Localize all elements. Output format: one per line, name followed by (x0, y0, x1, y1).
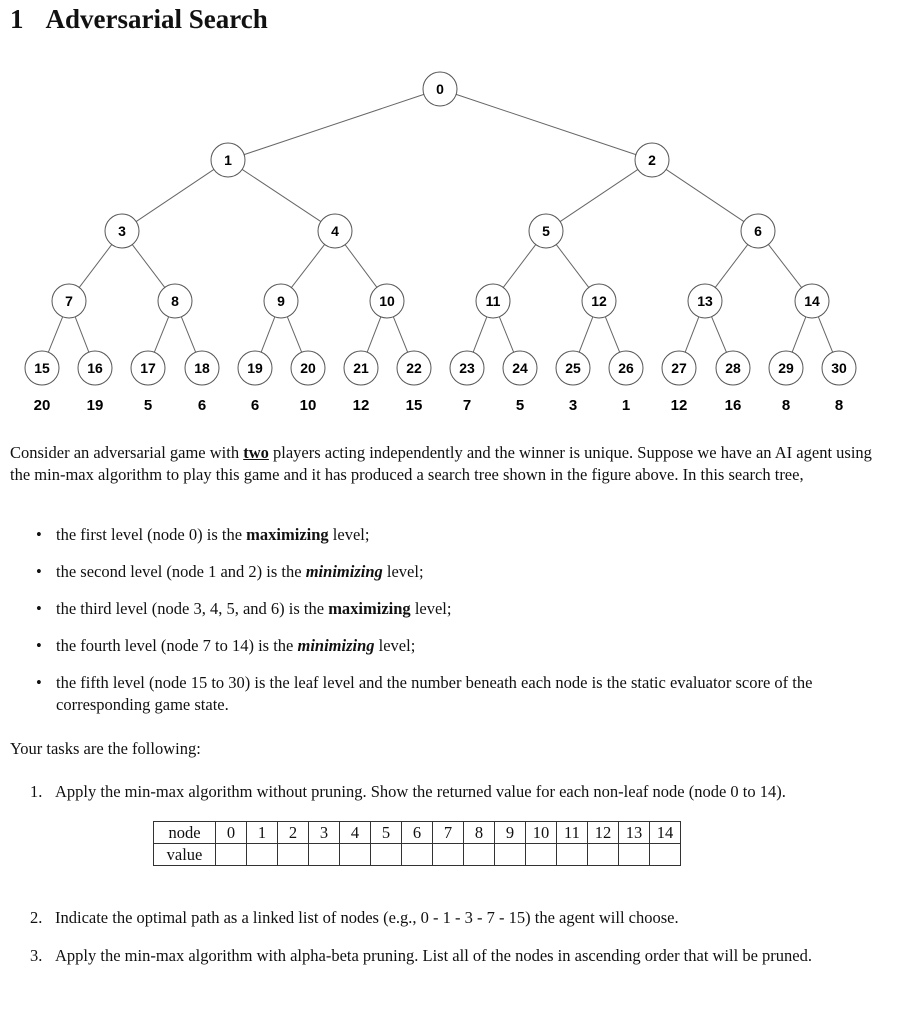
table-row (154, 822, 681, 844)
node-label: 7 (65, 293, 73, 309)
leaf-score: 8 (781, 397, 791, 414)
level-item (32, 524, 892, 546)
table-cell-node: 4 (340, 822, 371, 844)
table-header-value: value (154, 844, 216, 866)
leaf-score: 3 (568, 397, 578, 414)
leaf-score: 1 (621, 397, 631, 414)
leaf-score: 5 (515, 397, 525, 414)
tree-edge (154, 317, 168, 352)
table-cell-node: 11 (557, 822, 588, 844)
node-label: 24 (512, 360, 528, 376)
task-text: Apply the min-max algorithm without pruning. Show the returned value for each non-leaf node (node 0 to 14). (55, 782, 786, 801)
tree-edge (579, 317, 593, 352)
node-label: 12 (591, 293, 607, 309)
level-emphasis: minimizing (305, 562, 383, 581)
tree-edge (712, 317, 727, 353)
tree-edge (768, 244, 801, 287)
table-cell-value[interactable] (588, 844, 619, 866)
leaf-score: 15 (405, 397, 423, 414)
tree-node (688, 284, 722, 318)
leaf-node (662, 351, 696, 385)
table-cell-node: 9 (495, 822, 526, 844)
node-label: 30 (831, 360, 847, 376)
table-cell-value[interactable] (278, 844, 309, 866)
node-label: 15 (34, 360, 50, 376)
tree-edge (367, 317, 381, 352)
level-text: the first level (node 0) is the (56, 525, 247, 544)
table-header-node: node (154, 822, 216, 844)
node-label: 25 (565, 360, 581, 376)
leaf-score: 20 (33, 397, 51, 414)
node-label: 26 (618, 360, 634, 376)
level-emphasis: maximizing (246, 525, 329, 544)
leaf-score: 10 (299, 397, 317, 414)
node-label: 2 (648, 152, 656, 168)
tree-node (370, 284, 404, 318)
node-label: 28 (725, 360, 741, 376)
leaf-node (716, 351, 750, 385)
tree-node (635, 143, 669, 177)
table-cell-value[interactable] (650, 844, 681, 866)
node-label: 4 (331, 223, 339, 239)
table-cell-value[interactable] (340, 844, 371, 866)
tree-edge (792, 317, 806, 352)
intro-text-1: Consider an adversarial game with (10, 443, 244, 462)
level-text: level; (328, 525, 370, 544)
level-text: the fifth level (node 15 to 30) is the leaf level and the number beneath each node is the static evaluator score of the corresponding game state. (56, 673, 813, 714)
tree-edge (75, 317, 89, 352)
node-label: 6 (754, 223, 762, 239)
search-tree-diagram (0, 60, 908, 430)
tree-edge (503, 245, 535, 288)
level-item (32, 635, 892, 657)
table-cell-value[interactable] (619, 844, 650, 866)
table-row (154, 844, 681, 866)
table-cell-value[interactable] (557, 844, 588, 866)
tree-edge (48, 317, 62, 352)
task-block-1 (10, 781, 890, 803)
leaf-node (185, 351, 219, 385)
table-cell-value[interactable] (526, 844, 557, 866)
node-label: 23 (459, 360, 475, 376)
leaf-node (291, 351, 325, 385)
node-label: 22 (406, 360, 422, 376)
tree-node (423, 72, 457, 106)
tree-node (264, 284, 298, 318)
leaf-node (503, 351, 537, 385)
leaf-score: 5 (143, 397, 153, 414)
tree-edge (287, 317, 301, 352)
node-label: 16 (87, 360, 103, 376)
section-number: 1 (10, 4, 24, 34)
node-label: 14 (804, 293, 820, 309)
tree-node (741, 214, 775, 248)
tree-edge (136, 169, 214, 221)
node-label: 21 (353, 360, 369, 376)
tree-edge (556, 245, 588, 288)
tree-edge (79, 245, 111, 288)
leaf-score: 6 (250, 397, 260, 414)
tree-edge (715, 245, 747, 288)
tree-node (52, 284, 86, 318)
tree-edge (261, 317, 275, 352)
intro-paragraph (10, 442, 890, 486)
tree-edge (291, 244, 324, 287)
node-label: 5 (542, 223, 550, 239)
table-cell-node: 7 (433, 822, 464, 844)
leaf-node (238, 351, 272, 385)
tree-edge (560, 169, 638, 221)
level-list (32, 524, 892, 731)
table-cell-node: 0 (216, 822, 247, 844)
node-label: 20 (300, 360, 316, 376)
tree-node (795, 284, 829, 318)
table-cell-node: 2 (278, 822, 309, 844)
leaf-score: 7 (462, 397, 472, 414)
task-number: 3. (30, 946, 43, 965)
intro-text-2: players acting independently and the winner is unique. Suppose we have an AI agent using the min-max algorithm to play this game and it has produced a search tree shown in the figure above. In this search tree, (10, 443, 872, 484)
level-text: level; (382, 562, 424, 581)
table-cell-node: 1 (247, 822, 278, 844)
table-cell-value[interactable] (309, 844, 340, 866)
node-label: 29 (778, 360, 794, 376)
node-label: 9 (277, 293, 285, 309)
tree-node (582, 284, 616, 318)
task-text: Indicate the optimal path as a linked list of nodes (e.g., 0 - 1 - 3 - 7 - 15) the agent will choose. (55, 908, 679, 927)
node-value-table (153, 821, 681, 866)
task-number: 2. (30, 908, 43, 927)
task-item (10, 945, 890, 967)
leaf-node (450, 351, 484, 385)
table-cell-node: 12 (588, 822, 619, 844)
tree-edge (666, 169, 744, 221)
level-item (32, 561, 892, 583)
leaf-score: 12 (352, 397, 370, 414)
level-text: the second level (node 1 and 2) is the (56, 562, 306, 581)
tree-node (318, 214, 352, 248)
tasks-intro: Your tasks are the following: (10, 739, 201, 758)
leaf-node (556, 351, 590, 385)
node-label: 11 (485, 293, 501, 309)
table-cell-value[interactable] (402, 844, 433, 866)
leaf-score: 6 (197, 397, 207, 414)
table-cell-value[interactable] (216, 844, 247, 866)
level-text: level; (374, 636, 416, 655)
node-label: 19 (247, 360, 263, 376)
task-block-2 (10, 907, 890, 967)
tree-node (158, 284, 192, 318)
node-label: 17 (140, 360, 156, 376)
table-cell-node: 13 (619, 822, 650, 844)
table-cell-node: 5 (371, 822, 402, 844)
node-label: 3 (118, 223, 126, 239)
tree-node (211, 143, 245, 177)
level-text: the fourth level (node 7 to 14) is the (56, 636, 298, 655)
leaf-node (769, 351, 803, 385)
tree-edge (132, 245, 164, 288)
level-emphasis: minimizing (297, 636, 375, 655)
leaf-node (397, 351, 431, 385)
tree-edge (181, 317, 195, 352)
leaf-score: 12 (670, 397, 688, 414)
table-cell-value[interactable] (371, 844, 402, 866)
tree-edge (345, 245, 377, 288)
table-cell-node: 8 (464, 822, 495, 844)
section-heading (10, 4, 268, 35)
leaf-score: 16 (724, 397, 742, 414)
task-number: 1. (30, 782, 43, 801)
table-cell-value[interactable] (247, 844, 278, 866)
node-label: 27 (671, 360, 687, 376)
level-emphasis: maximizing (328, 599, 411, 618)
node-label: 1 (224, 152, 232, 168)
tree-edge (456, 94, 636, 154)
intro-emphasis: two (243, 443, 269, 462)
leaf-score: 8 (834, 397, 844, 414)
leaf-score: 19 (86, 397, 104, 414)
level-text: level; (410, 599, 452, 618)
tree-edge (242, 169, 321, 221)
level-item (32, 672, 892, 716)
level-item (32, 598, 892, 620)
node-label: 13 (697, 293, 713, 309)
tree-edge (685, 317, 699, 352)
table-cell-node: 6 (402, 822, 433, 844)
tree-edge (818, 317, 832, 352)
tree-edge (499, 317, 513, 352)
leaf-node (78, 351, 112, 385)
leaf-node (131, 351, 165, 385)
leaf-node (822, 351, 856, 385)
tree-edge (244, 94, 424, 154)
tree-node (476, 284, 510, 318)
tree-edge (473, 317, 487, 352)
leaf-node (344, 351, 378, 385)
table-cell-value[interactable] (433, 844, 464, 866)
tree-node (105, 214, 139, 248)
leaf-node (25, 351, 59, 385)
tree-node (529, 214, 563, 248)
node-label: 0 (436, 81, 444, 97)
task-item (10, 907, 890, 929)
tree-edge (393, 317, 407, 352)
task-item (10, 781, 890, 803)
section-title: Adversarial Search (45, 4, 268, 34)
task-text: Apply the min-max algorithm with alpha-beta pruning. List all of the nodes in ascending order that will be pruned. (55, 946, 812, 965)
leaf-node (609, 351, 643, 385)
table-cell-node: 10 (526, 822, 557, 844)
table-cell-node: 3 (309, 822, 340, 844)
tree-edge (605, 317, 619, 352)
table-cell-value[interactable] (464, 844, 495, 866)
table-cell-value[interactable] (495, 844, 526, 866)
node-label: 18 (194, 360, 210, 376)
node-label: 10 (379, 293, 395, 309)
node-label: 8 (171, 293, 179, 309)
level-text: the third level (node 3, 4, 5, and 6) is the (56, 599, 329, 618)
table-cell-node: 14 (650, 822, 681, 844)
